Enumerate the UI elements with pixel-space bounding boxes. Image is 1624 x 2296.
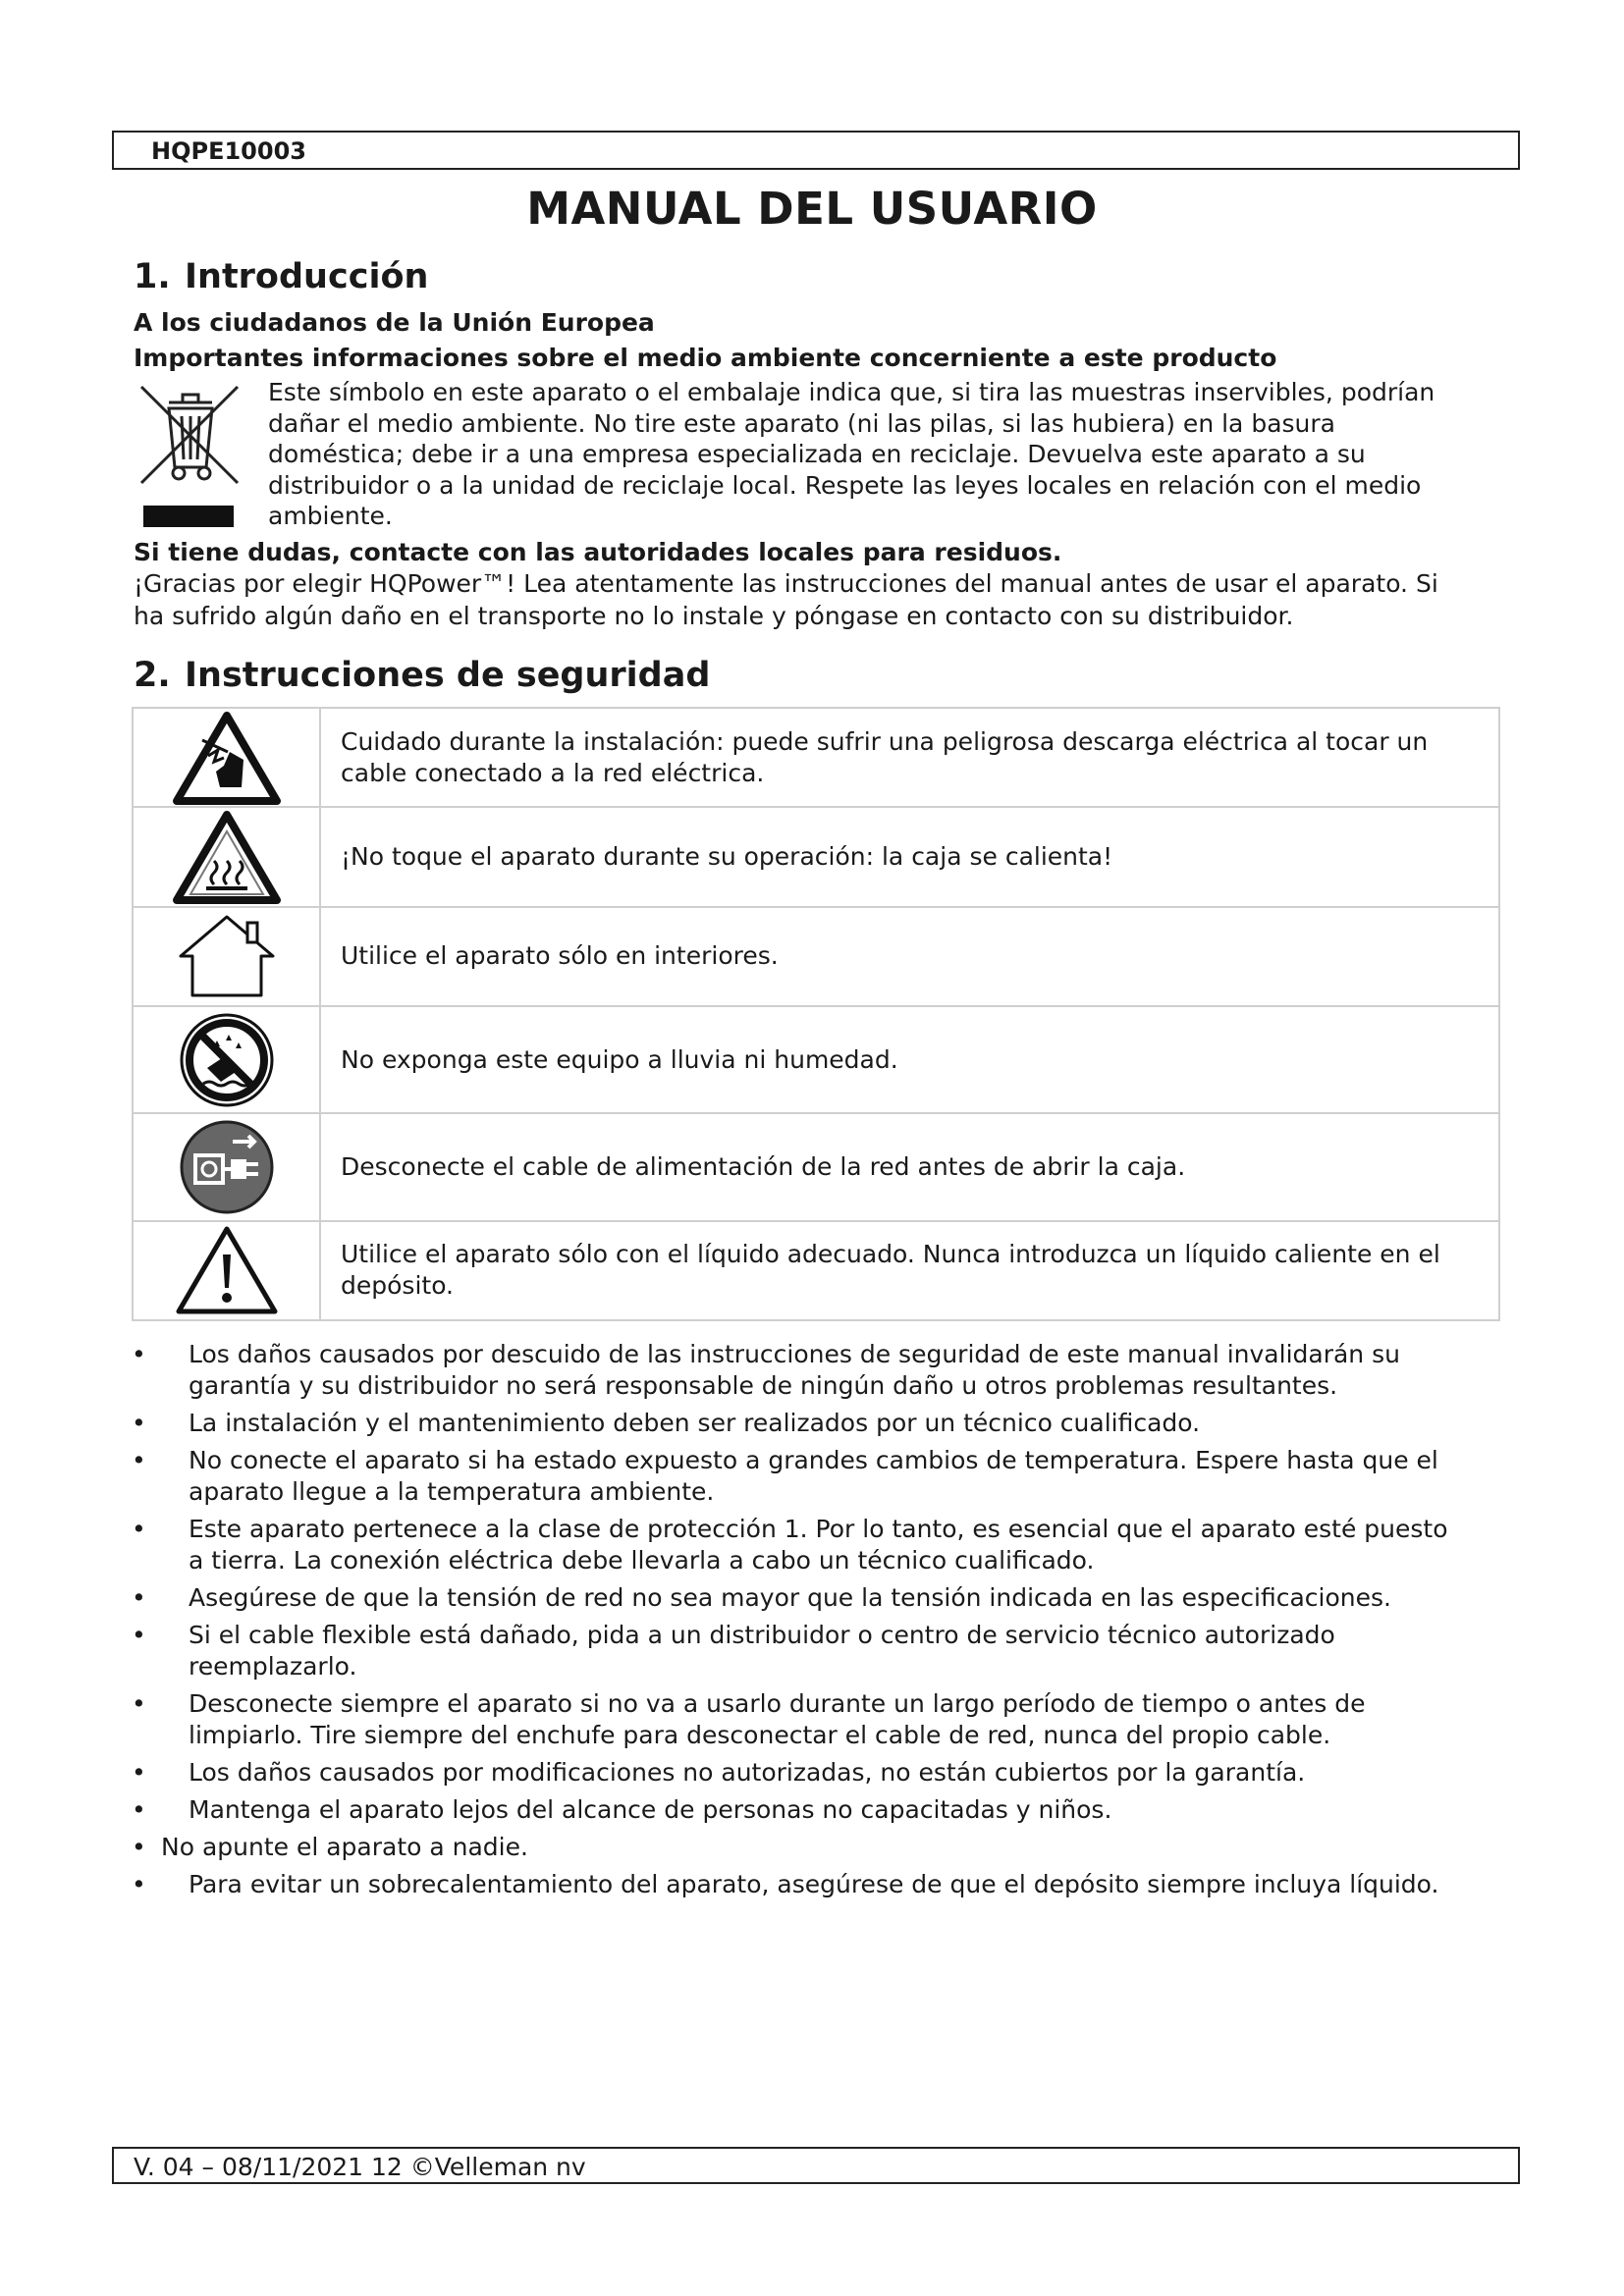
hot-surface-warning-icon: [173, 810, 281, 904]
environment-heading: Importantes informaciones sobre el medio ambiente concerniente a este producto: [134, 344, 1277, 372]
list-item: [128, 1408, 1512, 1439]
weee-paragraph: [268, 377, 1507, 532]
safety-row: [133, 1006, 1499, 1113]
bullet-line: garantía y su distribuidor no será responsable de ningún daño u otros problemas resultantes.: [189, 1371, 1338, 1400]
bullet-line: Los daños causados por descuido de las instrucciones de seguridad de este manual invalidarán su: [189, 1340, 1400, 1368]
bullet-glyph: •: [132, 1515, 146, 1543]
weee-black-bar: [143, 506, 234, 527]
bullet-line: No conecte el aparato si ha estado expuesto a grandes cambios de temperatura. Espere hasta que el: [189, 1446, 1438, 1474]
section-1-number: 1.: [134, 257, 171, 296]
list-item: [128, 1339, 1512, 1402]
bullet-line: aparato llegue a la temperatura ambiente.: [189, 1477, 715, 1506]
safety-row: [133, 708, 1499, 807]
electric-shock-warning-icon: [173, 711, 281, 805]
safety-text: Utilice el aparato sólo con el líquido adecuado. Nunca introduzca un líquido caliente en el depósito.: [320, 1221, 1499, 1320]
bullet-line: reemplazarlo.: [189, 1652, 357, 1681]
general-warning-icon: [173, 1223, 281, 1317]
section-1-title: Introducción: [185, 257, 429, 296]
bullet-line: La instalación y el mantenimiento deben ser realizados por un técnico cualificado.: [189, 1409, 1201, 1437]
safety-bullet-list: [128, 1339, 1512, 1906]
page-title: MANUAL DEL USUARIO: [526, 183, 1098, 235]
bullet-line: limpiarlo. Tire siempre del enchufe para desconectar el cable de red, nunca del propio cable.: [189, 1721, 1331, 1749]
bullet-glyph: •: [132, 1340, 146, 1368]
bullet-glyph: •: [132, 1689, 146, 1718]
header-bar: [112, 131, 1520, 170]
list-item: [128, 1582, 1512, 1614]
bullet-line: Asegúrese de que la tensión de red no sea mayor que la tensión indicada en las especificaciones.: [189, 1583, 1391, 1612]
weee-line: dañar el medio ambiente. No tire este aparato (ni las pilas, si las hubiera) en la basura: [268, 408, 1335, 438]
bullet-glyph: •: [132, 1446, 146, 1474]
no-rain-moisture-icon: [178, 1011, 276, 1109]
list-item: [128, 1869, 1512, 1900]
safety-text: Cuidado durante la instalación: puede sufrir una peligrosa descarga eléctrica al tocar un cable conectado a la red eléctrica.: [320, 708, 1499, 807]
bullet-line: No apunte el aparato a nadie.: [161, 1833, 528, 1861]
section-2-title: Instrucciones de seguridad: [185, 656, 711, 695]
weee-line: Este símbolo en este aparato o el embalaje indica que, si tira las muestras inservibles, podrían: [268, 378, 1435, 406]
safety-text: ¡No toque el aparato durante su operación: la caja se calienta!: [320, 807, 1499, 906]
list-item: [128, 1832, 1512, 1863]
section-2-heading: [134, 656, 710, 695]
crossed-bin-icon: [135, 381, 244, 489]
weee-line: doméstica; debe ir a una empresa especializada en reciclaje. Devuelva este aparato a su: [268, 440, 1366, 468]
model-number: HQPE10003: [151, 137, 306, 165]
safety-row: [133, 907, 1499, 1006]
footer-bar: [112, 2147, 1520, 2184]
bullet-line: Desconecte siempre el aparato si no va a usarlo durante un largo período de tiempo o antes de: [189, 1689, 1366, 1718]
bullet-line: Mantenga el aparato lejos del alcance de personas no capacitadas y niños.: [189, 1795, 1112, 1824]
safety-row: [133, 1221, 1499, 1320]
bullet-line: Este aparato pertenece a la clase de protección 1. Por lo tanto, es esencial que el aparato esté puesto: [189, 1515, 1448, 1543]
list-item: [128, 1757, 1512, 1789]
safety-text: No exponga este equipo a lluvia ni humedad.: [320, 1006, 1499, 1113]
safety-row: [133, 1113, 1499, 1220]
list-item: [128, 1445, 1512, 1508]
thanks-line: ¡Gracias por elegir HQPower™! Lea atentamente las instrucciones del manual antes de usar el aparato. Si: [134, 569, 1438, 598]
list-item: [128, 1620, 1512, 1682]
indoor-use-house-icon: [173, 909, 281, 1003]
bullet-line: Si el cable flexible está dañado, pida a un distribuidor o centro de servicio técnico autorizado: [189, 1621, 1335, 1649]
list-item: [128, 1794, 1512, 1826]
list-item: [128, 1688, 1512, 1751]
safety-table: [132, 707, 1500, 1321]
weee-line: distribuidor o a la unidad de reciclaje local. Respete las leyes locales en relación con el medio: [268, 470, 1422, 500]
safety-text: Utilice el aparato sólo en interiores.: [320, 907, 1499, 1006]
bullet-glyph: •: [132, 1795, 146, 1824]
list-item: [128, 1514, 1512, 1576]
footer-text: V. 04 – 08/11/2021 12 ©Velleman nv: [134, 2153, 586, 2181]
thanks-line: ha sufrido algún daño en el transporte no lo instale y póngase en contacto con su distribuidor.: [134, 602, 1294, 630]
thanks-paragraph: [134, 567, 1508, 632]
safety-row: [133, 807, 1499, 906]
doubts-line: Si tiene dudas, contacte con las autoridades locales para residuos.: [134, 538, 1062, 566]
bullet-glyph: •: [132, 1870, 146, 1898]
bullet-glyph: •: [132, 1621, 146, 1649]
bullet-glyph: •: [132, 1583, 146, 1612]
bullet-glyph: •: [132, 1833, 146, 1861]
bullet-glyph: •: [132, 1758, 146, 1787]
bullet-line: Para evitar un sobrecalentamiento del aparato, asegúrese de que el depósito siempre incluya líquido.: [189, 1870, 1439, 1898]
section-1-heading: [134, 257, 428, 296]
safety-text: Desconecte el cable de alimentación de la red antes de abrir la caja.: [320, 1113, 1499, 1220]
eu-heading: A los ciudadanos de la Unión Europea: [134, 308, 655, 337]
bullet-glyph: •: [132, 1409, 146, 1437]
section-2-number: 2.: [134, 656, 171, 695]
unplug-mains-icon: [178, 1118, 276, 1216]
bullet-line: a tierra. La conexión eléctrica debe llevarla a cabo un técnico cualificado.: [189, 1546, 1095, 1575]
weee-line: ambiente.: [268, 502, 393, 530]
bullet-line: Los daños causados por modificaciones no autorizadas, no están cubiertos por la garantía.: [189, 1758, 1306, 1787]
